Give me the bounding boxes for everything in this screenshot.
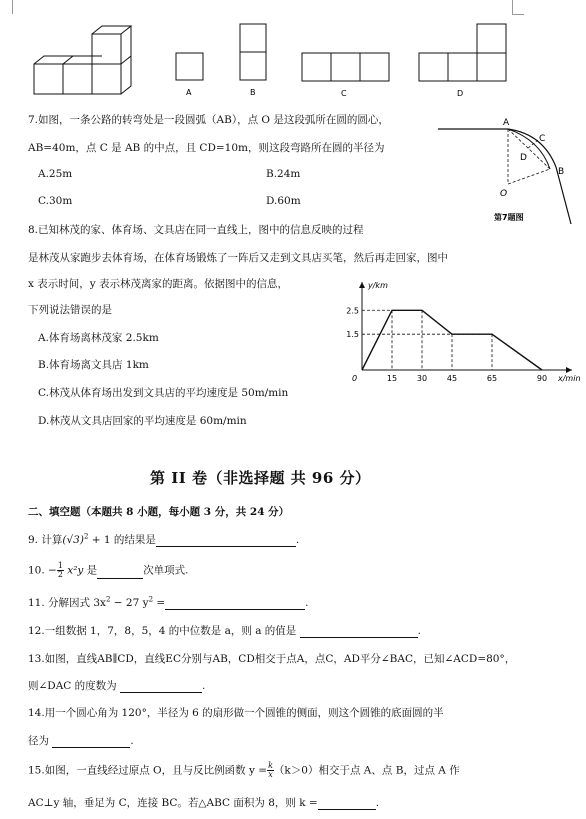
- q15-line2: [28, 795, 379, 810]
- q13-line2-text: 则∠DAC 的度数为: [28, 680, 117, 692]
- q14-line2: [28, 733, 134, 748]
- origin-label: 0: [352, 374, 358, 383]
- corner-mark-right-h: [512, 14, 524, 15]
- q14-answer-blank[interactable]: [52, 735, 130, 748]
- q7-fig-label-d: D: [520, 153, 527, 163]
- q7-option-a: A.25m: [38, 168, 73, 180]
- view-label-a: A: [186, 88, 192, 97]
- q10-line: [28, 562, 189, 579]
- q12-text: 12.一组数据 1，7，8，5，4 的中位数是 a，则 a 的值是: [28, 625, 297, 637]
- q8-option-b: B.体育场离文具店 1km: [38, 359, 149, 371]
- q7-option-b: B.24m: [266, 168, 301, 180]
- q8-option-c: C.林茂从体育场出发到文具店的平均速度是 50m/min: [38, 387, 289, 399]
- corner-mark-right: [512, 0, 513, 14]
- q10-frac-den: 2: [57, 570, 63, 579]
- x-tick-label-45: 45: [446, 374, 458, 383]
- q7-option-c: C.30m: [38, 195, 73, 207]
- q7-road-figure: [438, 112, 584, 236]
- q9-expr-exp: 2: [83, 532, 89, 541]
- q9-expr-base: (√3): [62, 534, 84, 546]
- q10-is: 是: [83, 564, 98, 577]
- q7-fig-label-b: B: [558, 167, 565, 177]
- q9-end: .: [295, 534, 300, 546]
- q11-sup1: 2: [105, 595, 111, 604]
- q10-expr: x²y: [63, 564, 84, 577]
- q7-line2: AB=40m，点 C 是 AB 的中点，且 CD=10m，则这段弯路所在圆的半径为: [28, 142, 385, 154]
- q14-line2-text: 径为: [28, 735, 49, 747]
- q11-end: .: [305, 597, 309, 609]
- q8-option-a: A.体育场离林茂家 2.5km: [38, 332, 159, 344]
- q8-option-d: D.林茂从文具店回家的平均速度是 60m/min: [38, 415, 247, 427]
- three-view-figure: [28, 18, 514, 104]
- q13-end: .: [202, 680, 206, 692]
- q14-end: .: [130, 735, 134, 747]
- x-tick-label-15: 15: [386, 374, 398, 383]
- corner-mark-left: [12, 0, 13, 14]
- x-tick-label-30: 30: [416, 374, 428, 383]
- view-a-drawing: [176, 53, 203, 80]
- q7-fig-label-o: O: [500, 189, 508, 199]
- part2-title: 第 II 卷（非选择题 共 96 分）: [150, 469, 371, 487]
- view-c-drawing: [302, 53, 389, 81]
- q11-prefix: 11. 分解因式 3x: [28, 597, 106, 609]
- view-d-drawing: [419, 24, 506, 81]
- chart-guide-lines: [362, 310, 492, 370]
- chart-axes: [352, 281, 581, 383]
- y-tick-label-2-5: 2.5: [346, 306, 359, 316]
- q12-line: [28, 623, 421, 638]
- cube-stack-drawing: [34, 26, 131, 94]
- q8-line3: x 表示时间，y 表示林茂离家的距离。依据图中的信息，: [28, 278, 289, 290]
- section-fill-in-title: 二、填空题（本题共 8 小题，每小题 3 分，共 24 分）: [28, 506, 290, 518]
- q9-answer-blank[interactable]: [156, 534, 296, 547]
- x-tick-label-90: 90: [536, 374, 548, 383]
- q7-fig-caption: 第7题图: [494, 213, 524, 222]
- q11-mid: − 27 y: [110, 597, 149, 609]
- q8-distance-time-chart: [340, 278, 584, 386]
- q10-prefix: 10. −: [28, 564, 57, 577]
- q9-prefix: 9. 计算: [28, 534, 63, 546]
- q15-line1-post: （k＞0）相交于点 A、点 B，过点 A 作: [273, 764, 460, 777]
- y-axis-arrow: [359, 282, 365, 288]
- q9-suffix: 的结果是: [110, 534, 156, 546]
- view-b-drawing: [240, 24, 266, 80]
- q8-line4: 下列说法错误的是: [28, 304, 112, 316]
- q7-fig-label-c: C: [539, 134, 546, 144]
- q11-answer-blank[interactable]: [165, 597, 305, 610]
- q10-fraction: [57, 562, 64, 579]
- x-tick-label-65: 65: [486, 374, 498, 383]
- q11-line: [28, 595, 309, 610]
- y-tick-label-1-5: 1.5: [346, 330, 359, 340]
- q9-line: [28, 532, 299, 547]
- q15-answer-blank[interactable]: [318, 797, 376, 810]
- q15-end: .: [375, 797, 380, 809]
- q8-line2: 是林茂从家跑步去体育场，在体育场锻炼了一阵后又走到文具店买笔，然后再走回家，图中: [28, 252, 448, 264]
- q12-answer-blank[interactable]: [300, 625, 418, 638]
- q15-line1-pre: 15.如图，一直线经过原点 O，且与反比例函数 y =: [28, 764, 268, 777]
- q7-line1: 7.如图，一条公路的转弯处是一段圆弧（AB），点 O 是这段弧所在圆的圆心，: [28, 114, 389, 126]
- view-label-d: D: [457, 89, 464, 98]
- q15-line1: [28, 762, 460, 779]
- q14-line1: 14.用一个圆心角为 120°，半径为 6 的扇形做一个圆锥的侧面，则这个圆锥的底面圆的半: [28, 707, 444, 719]
- q13-line2: [28, 678, 205, 693]
- y-axis-label: y/km: [368, 281, 388, 290]
- q15-frac-num: k: [268, 761, 273, 770]
- chart-tick-labels: [346, 306, 547, 383]
- q8-line1: 8.已知林茂的家、体育场、文具店在同一直线上，图中的信息反映的过程: [28, 224, 364, 236]
- x-axis-arrow: [566, 367, 572, 373]
- q7-fig-label-a: A: [503, 118, 510, 128]
- q15-frac-den: x: [268, 770, 273, 779]
- q10-frac-num: 1: [57, 561, 63, 570]
- q10-answer-blank[interactable]: [97, 566, 143, 579]
- view-label-c: C: [341, 89, 347, 98]
- q11-sup2: 2: [148, 595, 154, 604]
- view-label-b: B: [250, 88, 256, 97]
- q13-line1: 13.如图，直线AB∥CD，直线EC分别与AB，CD相交于点A，点C，AD平分∠BAC，已知∠ACD=80°，: [28, 653, 516, 665]
- q15-line2-text: AC⊥y 轴，垂足为 C，连接 BC。若△ABC 面积为 8，则 k =: [28, 797, 318, 809]
- q9-expr-tail: + 1: [88, 534, 111, 546]
- q11-eq: =: [153, 597, 166, 609]
- q15-fraction: [267, 762, 274, 779]
- q7-option-d: D.60m: [266, 195, 301, 207]
- x-axis-label: x/min: [558, 374, 581, 383]
- q13-answer-blank[interactable]: [120, 680, 202, 693]
- q12-end: .: [417, 625, 421, 637]
- q10-suffix: 次单项式.: [143, 564, 189, 577]
